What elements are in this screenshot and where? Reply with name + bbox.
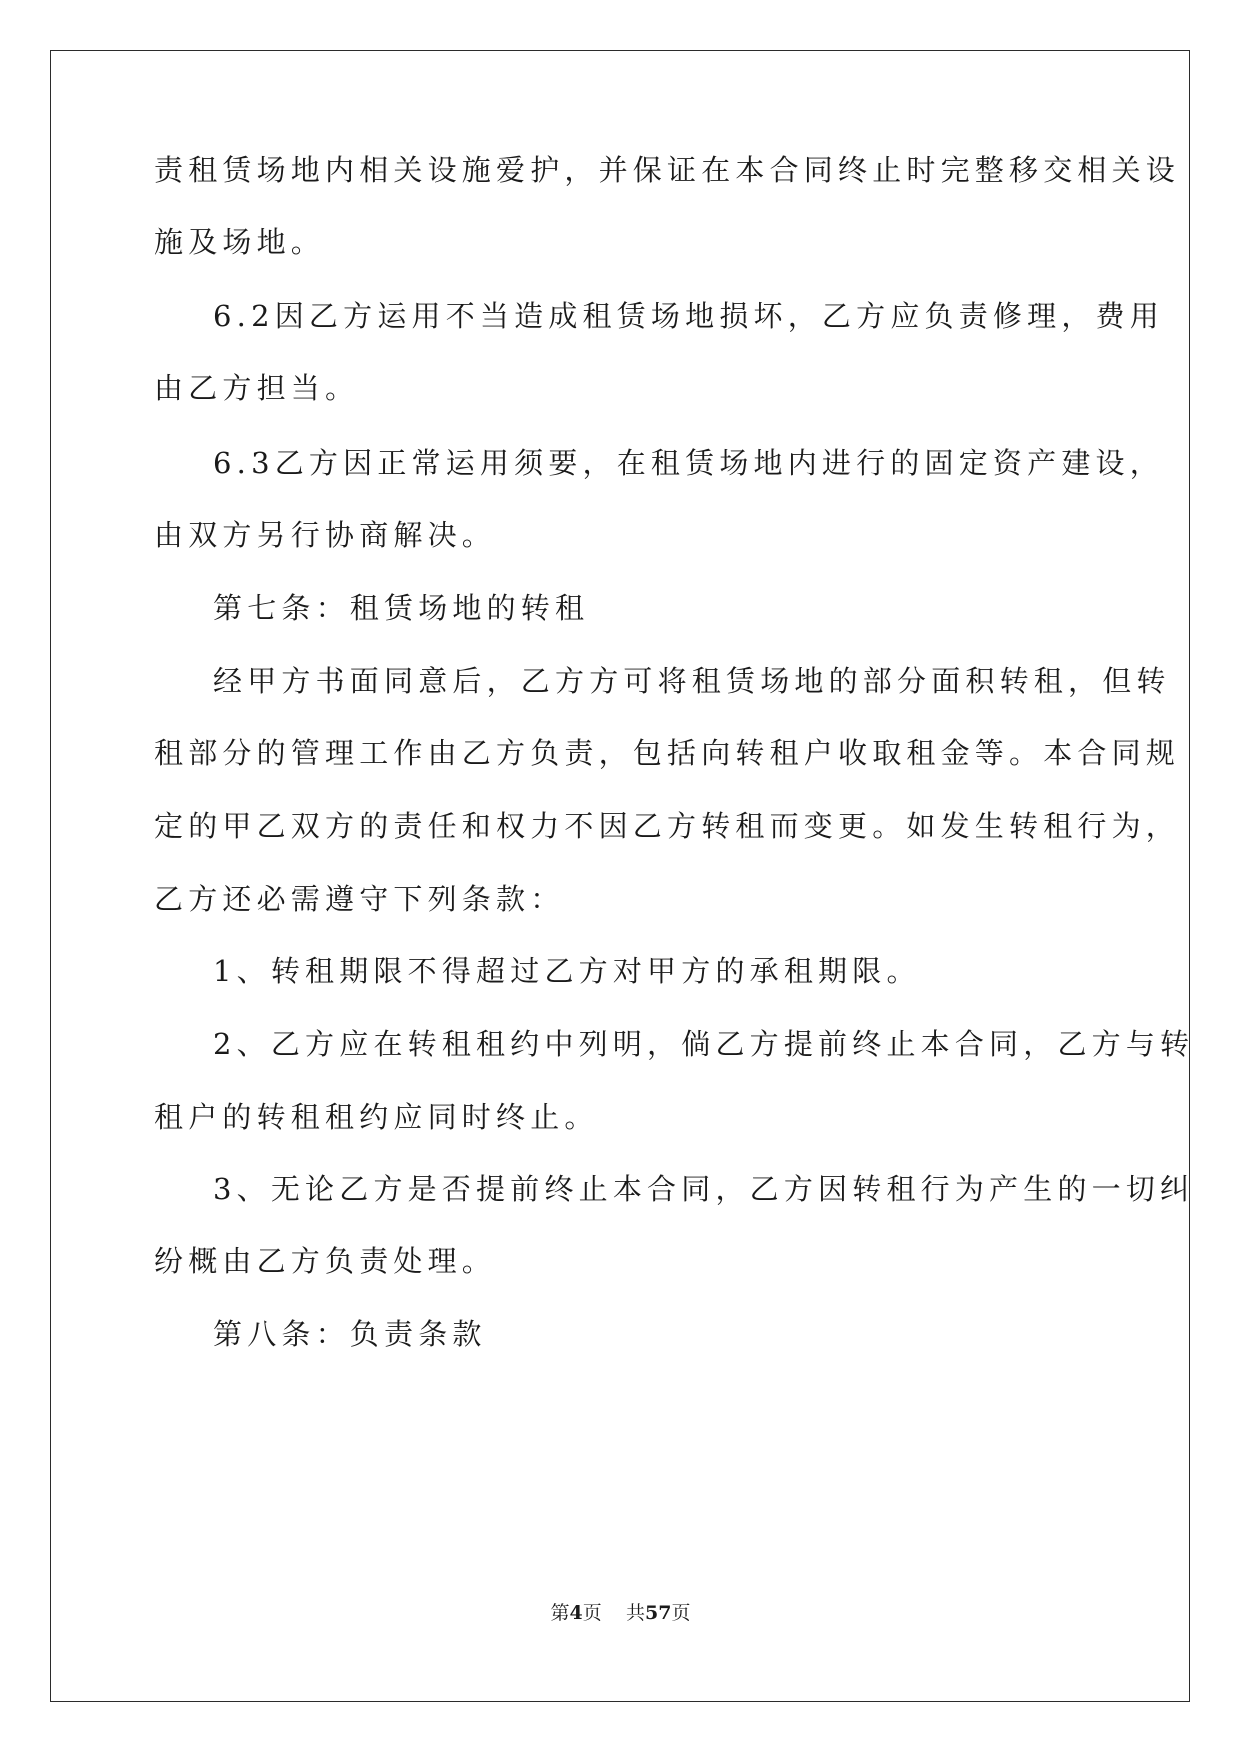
body-line: 租户的转租租约应同时终止。 [154, 1100, 599, 1134]
page-footer [0, 1600, 1241, 1626]
body-line: 租部分的管理工作由乙方负责，包括向转租户收取租金等。本合同规 [154, 736, 1181, 770]
clause-6-2: 6.2因乙方运用不当造成租赁场地损坏，乙方应负责修理，费用 [213, 299, 1164, 333]
body-line: 责租赁场地内相关设施爱护，并保证在本合同终止时完整移交相关设 [154, 153, 1181, 187]
footer-total-prefix: 共 [625, 1602, 645, 1624]
body-line: 乙方还必需遵守下列条款： [154, 882, 565, 916]
body-line: 施及场地。 [154, 225, 326, 259]
clause-6-3: 6.3乙方因正常运用须要，在租赁场地内进行的固定资产建设， [213, 446, 1164, 480]
body-line: 定的甲乙双方的责任和权力不因乙方转租而变更。如发生转租行为， [154, 809, 1181, 843]
body-line: 由双方另行协商解决。 [154, 518, 497, 552]
footer-prefix: 第 [550, 1602, 570, 1624]
body-line: 纷概由乙方负责处理。 [154, 1244, 497, 1278]
article-8-heading: 第八条：负责条款 [213, 1317, 487, 1351]
footer-page-unit: 页 [582, 1602, 602, 1624]
sublet-item-3: 3、无论乙方是否提前终止本合同，乙方因转租行为产生的一切纠 [213, 1172, 1195, 1206]
total-page-count: 57 [644, 1602, 672, 1624]
article-7-paragraph: 经甲方书面同意后，乙方方可将租赁场地的部分面积转租，但转 [213, 664, 1171, 698]
body-line: 由乙方担当。 [154, 371, 360, 405]
footer-total-unit: 页 [671, 1602, 691, 1624]
article-7-heading: 第七条：租赁场地的转租 [213, 591, 590, 625]
current-page-number: 4 [569, 1602, 583, 1624]
sublet-item-1: 1、转租期限不得超过乙方对甲方的承租期限。 [213, 954, 921, 988]
sublet-item-2: 2、乙方应在转租租约中列明，倘乙方提前终止本合同，乙方与转 [213, 1027, 1195, 1061]
